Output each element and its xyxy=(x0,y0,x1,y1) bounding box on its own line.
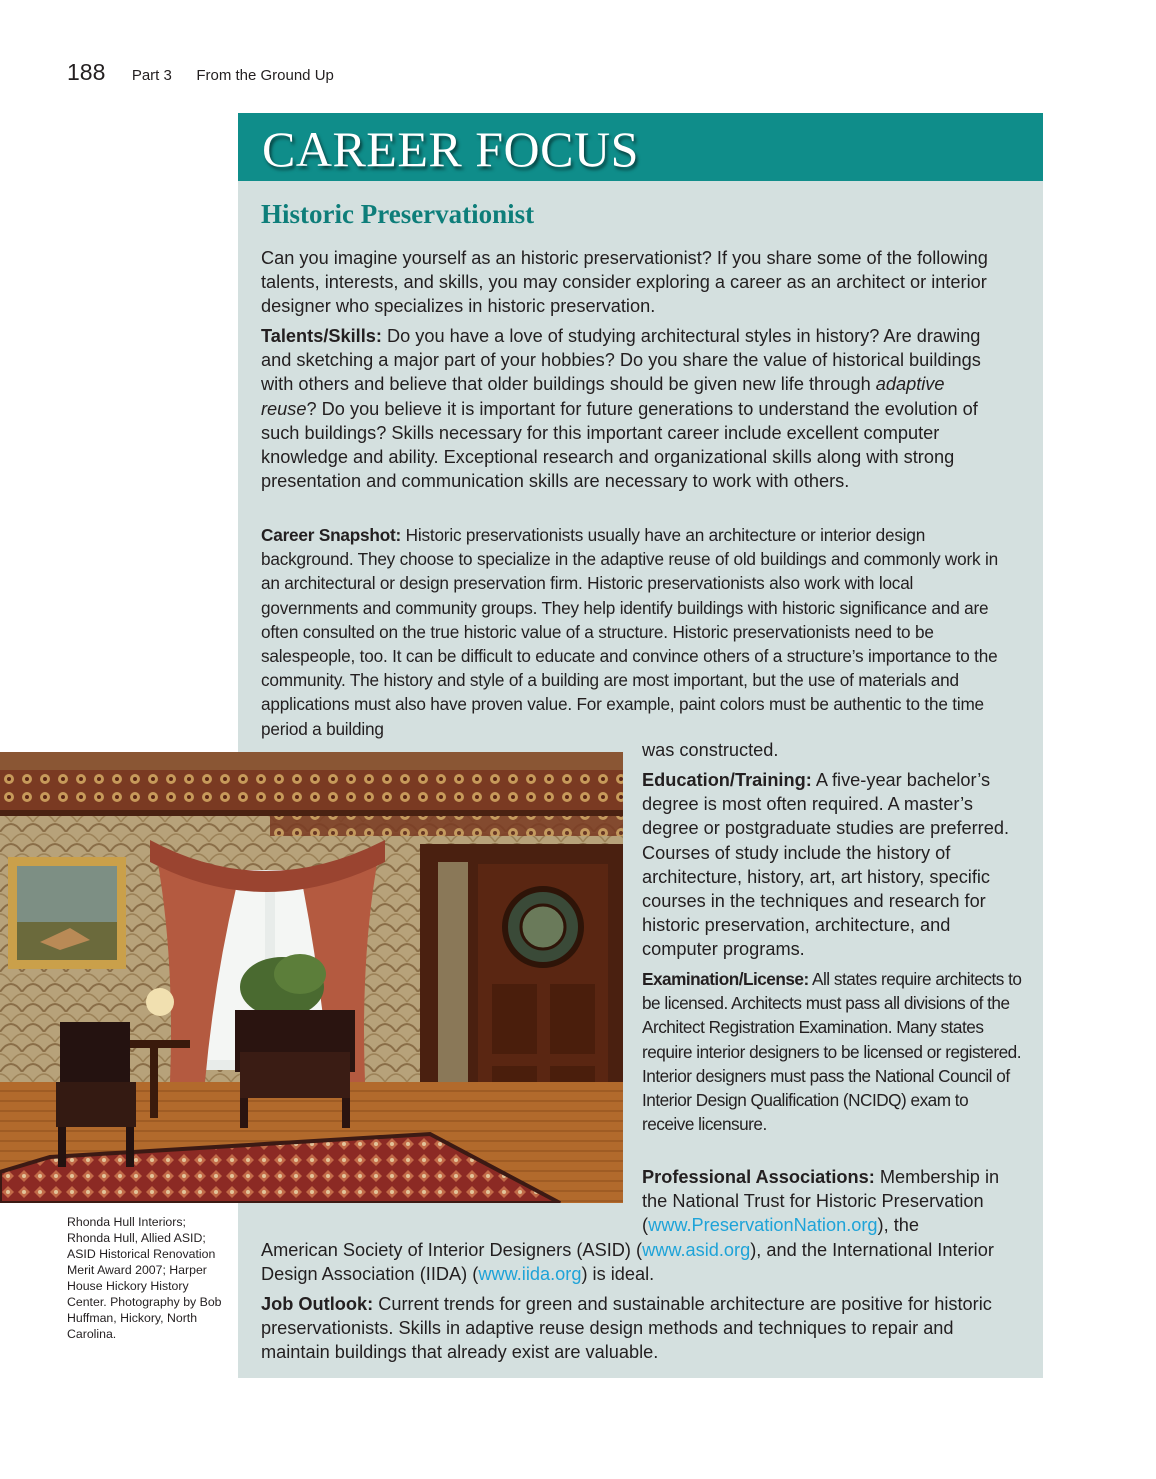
associations-text-3: American Society of Interior Designers (ASID) ( xyxy=(261,1240,643,1260)
snapshot-continued xyxy=(642,738,1032,762)
snapshot-label: Career Snapshot: xyxy=(261,525,402,545)
adaptive-reuse-term: adaptive reuse xyxy=(261,374,945,419)
part-label: Part 3 xyxy=(131,67,172,84)
education-text: A five-year bachelor’s degree is most often required. A master’s degree or postgraduate studies are preferred. Courses of study include the history of architecture, history, art, art history, specific courses in the techniques and research for historic preservation, architecture, and computer programs. xyxy=(642,770,1010,960)
associations-text-2: ), the xyxy=(877,1215,919,1236)
intro-paragraph xyxy=(261,246,1001,319)
intro-text: Can you imagine yourself as an historic preservationist? If you share some of the following talents, interests, and skills, you may consider exploring a career as an architect or interior designer who specializes in historic preservation. xyxy=(261,248,988,317)
snapshot-continued-text: was constructed. xyxy=(642,740,779,760)
page-number: 188 xyxy=(67,59,106,85)
talents-paragraph xyxy=(261,324,999,493)
photo-credit: Rhonda Hull Interiors; Rhonda Hull, Allied ASID; ASID Historical Renovation Merit Award 2007; Harper House Hickory History Center. Photography by Bob Huffman, Hickory, North Carolina. xyxy=(67,1215,222,1341)
examination-paragraph xyxy=(642,967,1024,1136)
associations-continued xyxy=(261,1238,1011,1286)
snapshot-paragraph xyxy=(261,523,1007,741)
outlook-paragraph xyxy=(261,1292,1009,1365)
banner xyxy=(238,113,1043,181)
outlook-text: Current trends for green and sustainable architecture are positive for historic preservationists. Skills in adaptive reuse design methods and techniques to repair and maintain buildings that already exist are valuable. xyxy=(261,1294,992,1363)
examination-text: All states require architects to be licensed. Architects must pass all divisions of the Architect Registration Examination. Many states require interior designers to be licensed or registered. Interior designers must pass the National Council of Interior Design Qualification (NCIDQ) exam to receive licensure. xyxy=(642,969,1022,1135)
banner-title: CAREER FOCUS xyxy=(262,121,639,177)
victorian-parlor-photo xyxy=(0,752,623,1203)
talents-text-2: ? Do you believe it is important for future generations to understand the evolution of such buildings? Skills necessary for this important career include excellent computer knowledge and ability. Exceptional research and organizational skills along with strong presentation and communication skills are necessary to work with others. xyxy=(261,398,978,492)
associations-text-4: ), and the International Interior Design Association (IIDA) ( xyxy=(261,1240,994,1285)
iida-link[interactable]: www.iida.org xyxy=(478,1264,582,1285)
career-heading: Historic Preservationist xyxy=(261,199,535,229)
associations-text-5: ) is ideal. xyxy=(581,1264,655,1285)
associations-paragraph xyxy=(642,1165,1017,1238)
examination-label: Examination/License: xyxy=(642,969,809,989)
talents-text-1: Do you have a love of studying architectural styles in history? Are drawing and sketching a major part of your hobbies? Do you share the value of historical buildings with others and believe that older buildings should be given new life through xyxy=(261,326,981,395)
snapshot-text: Historic preservationists usually have an architecture or interior design background. They choose to specialize in the adaptive reuse of old buildings and commonly work in an architectural or design preservation firm. Historic preservationists also work with local governments and community groups. They help identify buildings with historic significance and are often consulted on the true historic value of a structure. Historic preservationists need to be salespeople, too. It can be difficult to educate and convince others of a structure’s importance to the community. The history and style of a building are most important, but the use of materials and applications must also have proven value. For example, paint colors must be authentic to the time period a building xyxy=(261,525,998,739)
education-paragraph xyxy=(642,768,1022,962)
talents-label: Talents/Skills: xyxy=(261,326,382,346)
associations-label: Professional Associations: xyxy=(642,1167,875,1187)
section-title: From the Ground Up xyxy=(196,67,334,84)
running-head xyxy=(67,59,334,86)
education-label: Education/Training: xyxy=(642,770,812,790)
outlook-label: Job Outlook: xyxy=(261,1294,374,1314)
associations-text-1: Membership in the National Trust for Historic Preservation ( xyxy=(642,1167,1000,1236)
preservation-nation-link[interactable]: www.PreservationNation.org xyxy=(648,1215,878,1236)
asid-link[interactable]: www.asid.org xyxy=(642,1240,751,1260)
